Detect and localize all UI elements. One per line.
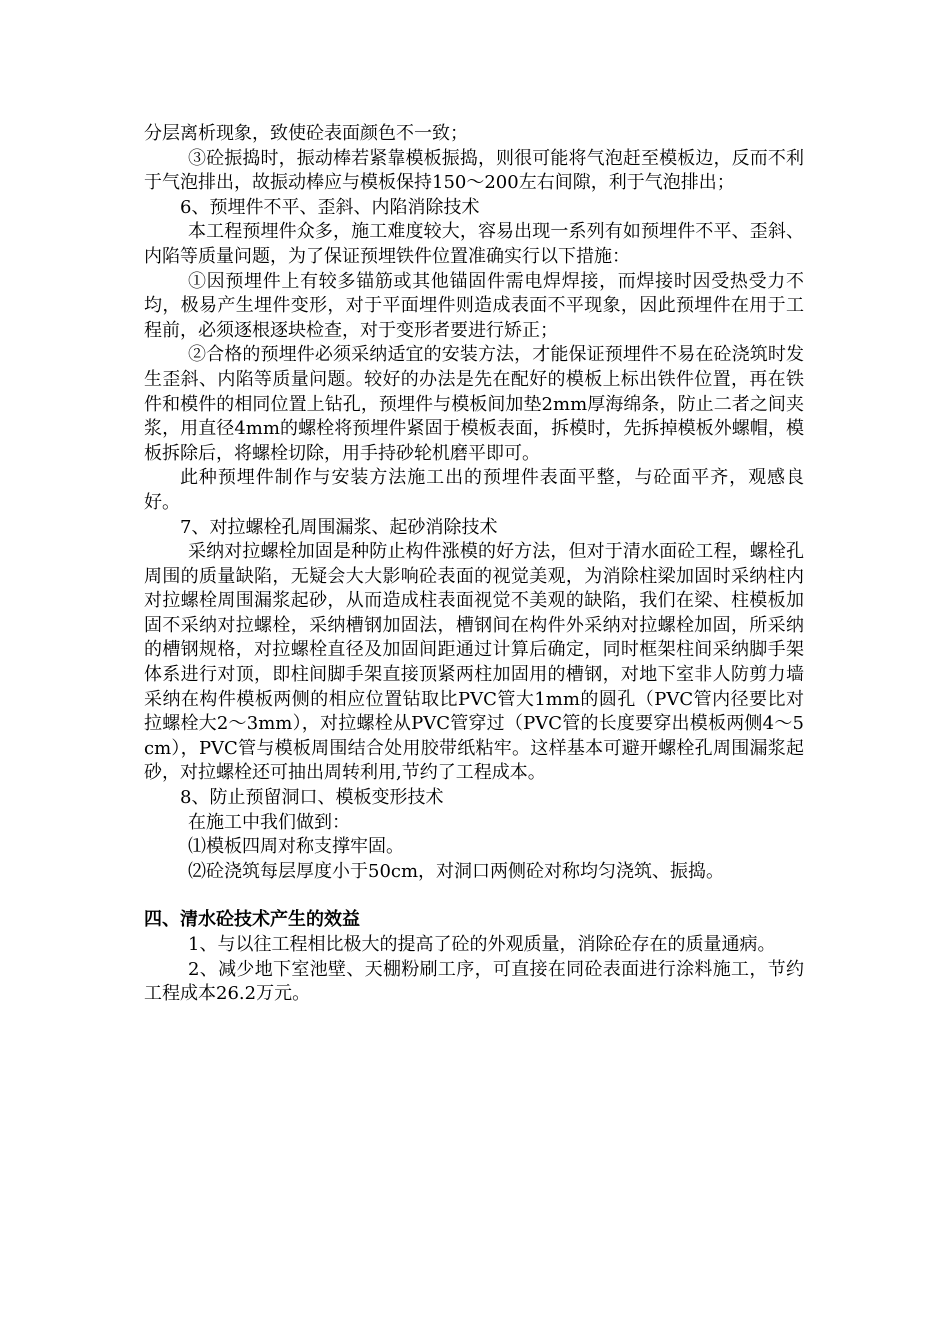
subsection-heading: 7、对拉螺栓孔周围漏浆、起砂消除技术 — [180, 516, 498, 538]
document-body — [144, 122, 804, 1007]
paragraph: 2、减少地下室池壁、天棚粉刷工序，可直接在同砼表面进行涂料施工，节约工程成本26.2万元。 — [144, 958, 804, 1005]
list-item: ⑴模板四周对称支撑牢固。 — [188, 836, 404, 858]
paragraph: 此种预埋件制作与安装方法施工出的预埋件表面平整，与砼面平齐，观感良好。 — [144, 467, 804, 513]
subsection-heading: 8、防止预留洞口、模板变形技术 — [180, 787, 444, 809]
paragraph: ③砼振捣时，振动棒若紧靠模板振捣，则很可能将气泡赶至模板边，反而不利于气泡排出，故振动棒应与模板保持150～200左右间隙，利于气泡排出； — [144, 147, 804, 194]
paragraph: 本工程预埋件众多，施工难度较大，容易出现一系列有如预埋件不平、歪斜、内陷等质量问题，为了保证预埋铁件位置准确实行以下措施： — [144, 221, 804, 267]
paragraph: 采纳对拉螺栓加固是种防止构件涨模的好方法，但对于清水面砼工程，螺栓孔周围的质量缺陷，无疑会大大影响砼表面的视觉美观，为消除柱梁加固时采纳柱内对拉螺栓周围漏浆起砂，从而造成柱表面视觉不美观的缺陷，我们在梁、柱模板加固不采纳对拉螺栓，采纳槽钢加固法，槽钢间在构件外采纳对拉螺栓加固，所采纳的槽钢规格，对拉螺栓直径及加固间距通过计算后确定，同时框架柱间采纳脚手架体系进行对顶，即柱间脚手架直接顶紧两柱加固用的槽钢，对地下室非人防剪力墙采纳在构件模板两侧的相应位置钻取比PVC管大1mm的圆孔（PVC管内径要比对拉螺栓大2～3mm），对拉螺栓从PVC管穿过（PVC管的长度要穿出模板两侧4～5cm），PVC管与模板周围结合处用胶带纸粘牢。这样基本可避开螺栓孔周围漏浆起砂，对拉螺栓还可抽出周转利用,节约了工程成本。 — [144, 541, 804, 784]
subsection-heading: 6、预埋件不平、歪斜、内陷消除技术 — [180, 196, 480, 218]
list-item: ⑵砼浇筑每层厚度小于50cm，对洞口两侧砼对称均匀浇筑、振捣。 — [188, 860, 725, 882]
paragraph: ①因预埋件上有较多锚筋或其他锚固件需电焊焊接，而焊接时因受热受力不均，极易产生埋件变形，对于平面埋件则造成表面不平现象，因此预埋件在用于工程前，必须逐根逐块检查，对于变形者要进行矫正； — [144, 270, 804, 341]
paragraph: 分层离析现象，致使砼表面颜色不一致； — [144, 123, 468, 144]
paragraph: 1、与以往工程相比极大的提高了砼的外观质量，消除砼存在的质量通病。 — [188, 934, 776, 955]
paragraph: ②合格的预埋件必须采纳适宜的安装方法，才能保证预埋件不易在砼浇筑时发生歪斜、内陷等质量问题。较好的办法是先在配好的模板上标出铁件位置，再在铁件和模件的相同位置上钻孔，预埋件与模板间加垫2mm厚海绵条，防止二者之间夹浆，用直径4mm的螺栓将预埋件紧固于模板表面，拆模时，先拆掉模板外螺帽，模板拆除后，将螺栓切除，用手持砂轮机磨平即可。 — [144, 344, 804, 464]
section-heading: 四、清水砼技术产生的效益 — [144, 909, 360, 931]
paragraph: 在施工中我们做到： — [188, 811, 350, 833]
